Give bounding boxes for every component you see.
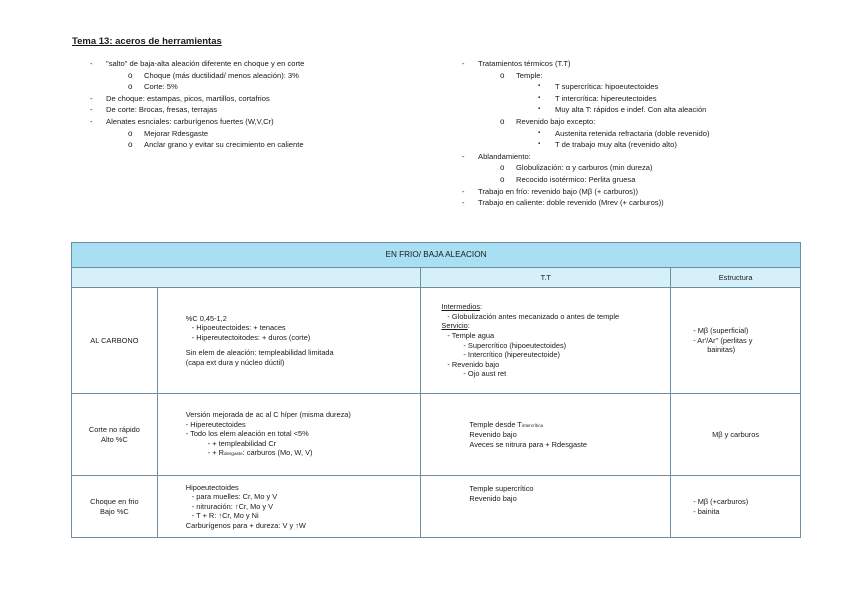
dash-bullet: - (462, 186, 465, 196)
list-item: ▪ Muy alta T: rápidos e indef. Con alta aleación (538, 105, 707, 115)
list-item: o Anclar grano y evitar su crecimiento en caliente (128, 140, 304, 150)
list-item: ▪ T de trabajo muy alta (revenido alto) (538, 140, 677, 150)
dash-bullet: - (90, 93, 93, 103)
row-tt: Temple supercrítico Revenido bajo (421, 476, 671, 538)
table-header-row (72, 243, 801, 268)
row-label: AL CARBONO (72, 288, 158, 394)
list-item: - "salto" de baja-alta aleación diferente en choque y en corte (90, 59, 305, 68)
table-row (72, 476, 801, 538)
empty-header-cell (72, 268, 421, 288)
square-bullet: ▪ (538, 129, 541, 136)
list-item: - De corte: Brocas, fresas, terrajas (90, 105, 217, 115)
list-item: o Temple: (500, 70, 543, 80)
circle-bullet: o (500, 163, 505, 173)
row-estructura: - Mβ (superficial) - Ar'/Ar'' (perlitas y bainitas) (671, 288, 801, 394)
list-item: - Alenates esnciales: carburígenos fuertes (W,V,Cr) (90, 116, 274, 126)
dash-bullet: - (90, 116, 93, 126)
row-label: Choque en frio Bajo %C (72, 476, 158, 538)
list-item: o Recocido isotérmico: Perlita gruesa (500, 174, 636, 184)
list-item: o Choque (más ductilidad/ menos aleación): 3% (128, 70, 299, 80)
header-estructura: Estructura (671, 268, 801, 288)
header-tt: T.T (421, 268, 671, 288)
table-row (72, 288, 801, 394)
circle-bullet: o (128, 70, 133, 80)
square-bullet: ▪ (538, 106, 541, 113)
circle-bullet: o (128, 140, 133, 150)
list-item: ▪ T supercrítica: hipoeutectoides (538, 82, 659, 92)
list-item: o Corte: 5% (128, 82, 178, 92)
square-bullet: ▪ (538, 94, 541, 101)
table-header: EN FRIO/ BAJA ALEACION (72, 243, 801, 268)
table-row (72, 394, 801, 476)
list-item: o Revenido bajo excepto: (500, 116, 596, 126)
row-estructura: - Mβ (+carburos) - bainita (671, 476, 801, 538)
left-bullet-list (88, 58, 418, 151)
row-tt: Temple desde Tintercrítica Revenido bajo Aveces se nitrura para + Rdesgaste (421, 394, 671, 476)
row-description: %C 0,45-1,2 - Hipoeutectoides: + tenaces - Hipereutectoitodes: + duros (corte) Sin elem de aleación: templeabilidad limitada (capa ext dura y núcleo dúctil) (157, 288, 421, 394)
row-tt: Intermedios: - Globulización antes mecanizado o antes de temple Servicio: - Temple agua - Supercrítico (hipoeutectoides) - Intercrítico (hipereutectoide) - Revenido bajo - Ojo aust ret (421, 288, 671, 394)
row-description: Versión mejorada de ac al C híper (misma dureza) - Hipereutectoides - Todo los elem aleación en total <5% - + templeabilidad Cr - + Rdesgaste: carburos (Mo, W, V) (157, 394, 421, 476)
list-item: ▪ T intercrítica: hipereutectoides (538, 93, 657, 103)
circle-bullet: o (128, 82, 133, 92)
list-item: - Ablandamiento: (462, 151, 531, 161)
circle-bullet: o (128, 128, 133, 138)
dash-bullet: - (90, 105, 93, 115)
page-title: Tema 13: aceros de herramientas (72, 36, 222, 47)
circle-bullet: o (500, 174, 505, 184)
dash-bullet: - (462, 198, 465, 208)
square-bullet: ▪ (538, 141, 541, 148)
list-item: o Globulización: α y carburos (min dureza) (500, 163, 653, 173)
circle-bullet: o (500, 70, 505, 80)
right-bullet-list (460, 58, 790, 209)
table-subheader-row (72, 268, 801, 288)
list-item: o Mejorar Rdesgaste (128, 128, 209, 138)
list-item: - Trabajo en caliente: doble revenido (Mrev (+ carburos)) (462, 198, 664, 208)
circle-bullet: o (500, 116, 505, 126)
row-label: Corte no rápido Alto %C (72, 394, 158, 476)
row-estructura: Mβ y carburos (671, 394, 801, 476)
list-item: - Tratamientos térmicos (T.T) (462, 59, 571, 68)
dash-bullet: - (462, 59, 465, 68)
dash-bullet: - (90, 59, 93, 68)
row-description: Hipoeutectoides - para muelles: Cr, Mo y V - nitruración: ↑Cr, Mo y V - T + R: ↑Cr, Mo y Ni Carburígenos para + dureza: V y ↑W (157, 476, 421, 538)
steel-table (71, 242, 801, 538)
list-item: - De choque: estampas, picos, martillos, cortafrios (90, 93, 270, 103)
list-item: - Trabajo en frío: revenido bajo (Mβ (+ carburos)) (462, 186, 639, 196)
square-bullet: ▪ (538, 83, 541, 90)
list-item: ▪ Austenita retenida refractaria (doble revenido) (538, 128, 710, 138)
dash-bullet: - (462, 151, 465, 161)
